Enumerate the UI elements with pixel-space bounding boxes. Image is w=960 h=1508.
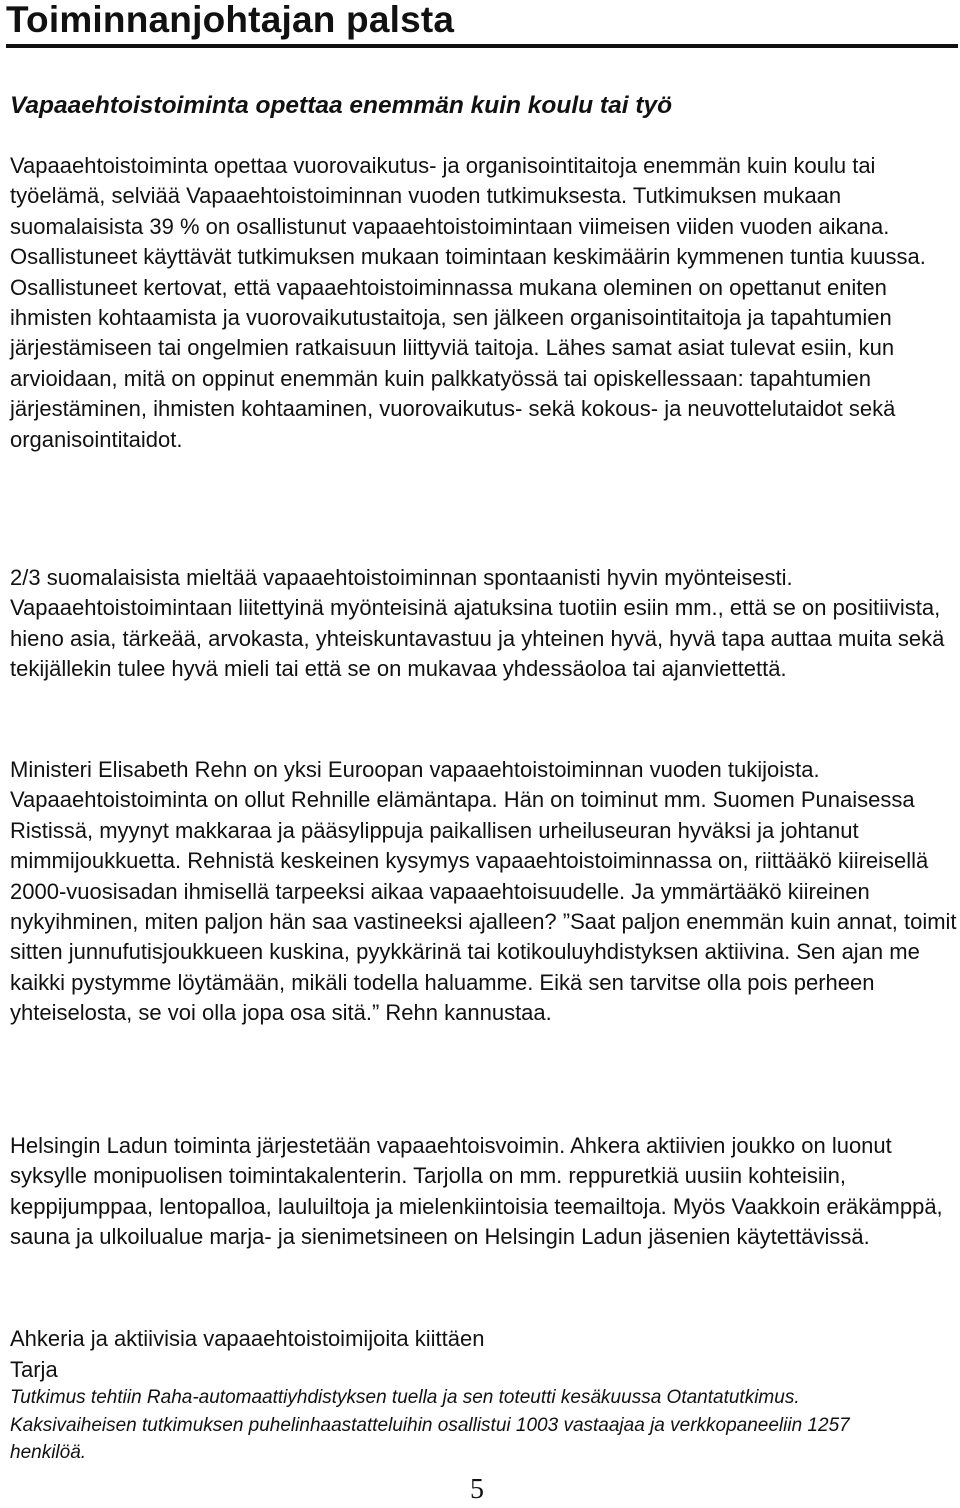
footnote: Tutkimus tehtiin Raha-automaattiyhdistyksen tuella ja sen toteutti kesäkuussa Otantatutkimus. Kaksivaiheisen tutkimuksen puhelinhaastatteluihin osallistui 1003 vastaajaa ja verkkopaneeliin 1257 henkilöä.	[10, 1387, 850, 1463]
article-paragraph-4: Helsingin Ladun toiminta järjestetään vapaaehtoisvoimin. Ahkera aktiivien joukko on luonut syksylle monipuolisen toimintakalenterin. Tarjolla on mm. reppuretkiä uusiin kohteisiin, keppijumppaa, lentopalloa, lauluiltoja ja mielenkiintoisia teemailtoja. Myös Vaakkoin eräkämppä, sauna ja ulkoilualue marja- ja sienimetsineen on Helsingin Ladun jäsenien käytettävissä.	[10, 1133, 943, 1250]
closing-line: Ahkeria ja aktiivisia vapaaehtoistoimijoita kiittäen	[10, 1326, 485, 1351]
article-subtitle: Vapaaehtoistoiminta opettaa enemmän kuin koulu tai työ	[10, 92, 673, 119]
title-underline	[6, 44, 958, 48]
article-paragraph-2: 2/3 suomalaisista mieltää vapaaehtoistoiminnan spontaanisti hyvin myönteisesti. Vapaaehtoistoimintaan liitettyinä myönteisinä ajatuksina tuotiin esiin mm., että se on positiivista, hieno asia, tärkeää, arvokasta, yhteiskuntavastuu ja yhteinen hyvä, hyvä tapa auttaa muita sekä tekijällekin tulee hyvä mieli tai että se on mukavaa yhdessäoloa tai ajanviettettä.	[10, 565, 945, 682]
page-number: 5	[470, 1474, 484, 1505]
article-paragraph-3: Ministeri Elisabeth Rehn on yksi Euroopan vapaaehtoistoiminnan vuoden tukijoista. Vapaaehtoistoiminta on ollut Rehnille elämäntapa. Hän on toiminut mm. Suomen Punaisessa Ristissä, myynyt makkaraa ja pääsylippuja paikallisen urheiluseuran hyväksi ja johtanut mimmijoukkuetta. Rehnistä keskeinen kysymys vapaaehtoistoiminnassa on, riittääkö kiireisellä 2000-vuosisadan ihmisellä tarpeeksi aikaa vapaaehtoisuudelle. Ja ymmärtääkö kiireinen nykyihminen, miten paljon hän saa vastineeksi ajalleen? ”Saat paljon enemmän kuin annat, toimit sitten junnufutisjoukkueen kuskina, pyykkärinä tai kotikouluyhdistyksen aktiivina. Sen ajan me kaikki pystymme löytämään, mikäli todella haluamme. Eikä sen tarvitse olla pois perheen yhteiselosta, se voi olla jopa osa sitä.” Rehn kannustaa.	[10, 757, 957, 1026]
page-title: Toiminnanjohtajan palsta	[6, 0, 455, 40]
article-paragraph-1: Vapaaehtoistoiminta opettaa vuorovaikutus- ja organisointitaitoja enemmän kuin koulu tai työelämä, selviää Vapaaehtoistoiminnan vuoden tutkimuksesta. Tutkimuksen mukaan suomalaisista 39 % on osallistunut vapaaehtoistoimintaan viimeisen viiden vuoden aikana. Osallistuneet käyttävät tutkimuksen mukaan toimintaan keskimäärin kymmenen tuntia kuussa. Osallistuneet kertovat, että vapaaehtoistoiminnassa mukana oleminen on opettanut eniten ihmisten kohtaamista ja vuorovaikutustaitoja, sen jälkeen organisointitaitoja ja tapahtumien järjestämiseen tai ongelmien ratkaisuun liittyviä taitoja. Lähes samat asiat tulevat esiin, kun arvioidaan, mitä on oppinut enemmän kuin palkkatyössä tai opiskellessaan: tapahtumien järjestäminen, ihmisten kohtaaminen, vuorovaikutus- sekä kokous- ja neuvottelutaidot sekä organisointitaidot.	[10, 153, 926, 452]
signature: Tarja	[10, 1357, 58, 1382]
